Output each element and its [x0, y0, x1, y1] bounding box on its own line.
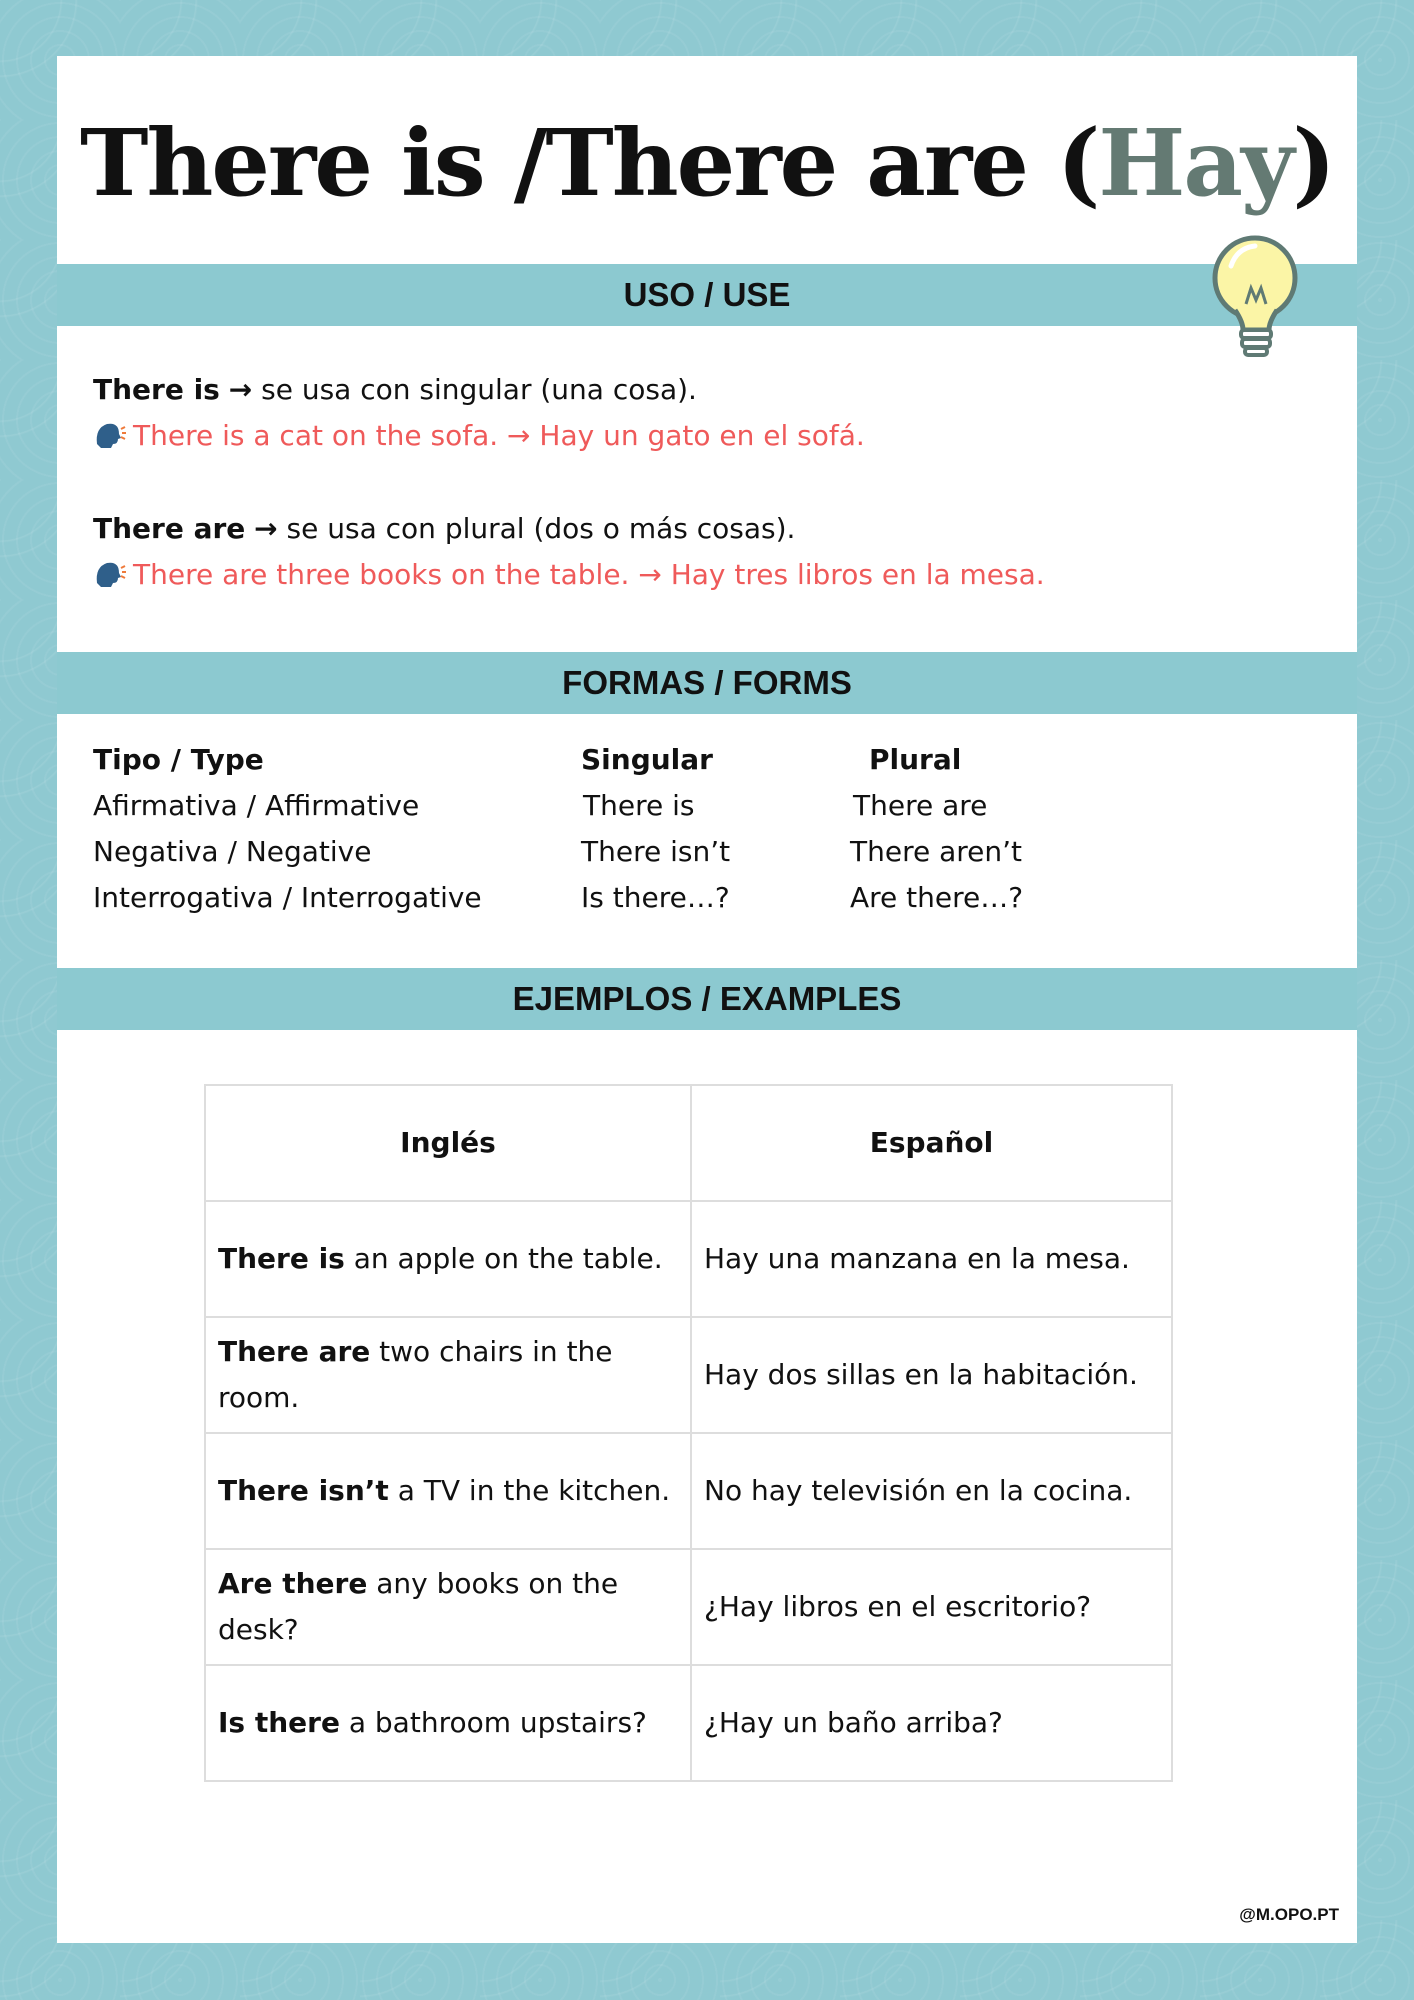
forms-row-type: Interrogativa / Interrogative: [93, 881, 482, 914]
english-rest: two chairs in the room.: [218, 1335, 613, 1414]
formas-header: FORMAS / FORMS: [57, 652, 1357, 714]
table-row: [205, 1665, 1172, 1781]
page-title: [57, 108, 1357, 218]
spanish-cell: ¿Hay un baño arriba?: [691, 1665, 1172, 1781]
uso-plural-example: There are three books on the table. → Hay tres libros en la mesa.: [133, 558, 1045, 591]
english-cell: [205, 1317, 691, 1433]
english-bold: Is there: [218, 1706, 340, 1739]
forms-row-type: Afirmativa / Affirmative: [93, 789, 420, 822]
uso-plural-arrow: →: [254, 512, 278, 545]
spanish-cell: No hay televisión en la cocina.: [691, 1433, 1172, 1549]
table-row: [205, 1201, 1172, 1317]
english-rest: any books on the desk?: [218, 1567, 619, 1646]
english-rest: an apple on the table.: [344, 1242, 663, 1275]
forms-col-plural: Plural: [869, 743, 962, 776]
spanish-cell: Hay una manzana en la mesa.: [691, 1201, 1172, 1317]
credit-handle: @M.OPO.PT: [1239, 1905, 1339, 1924]
uso-header: USO / USE: [57, 264, 1357, 326]
uso-plural-line: [93, 509, 795, 549]
table-row: [205, 1433, 1172, 1549]
forms-row-singular: There isn’t: [581, 835, 731, 868]
speaking-head-icon: [93, 559, 127, 589]
col-header-espanol: Español: [691, 1085, 1172, 1201]
forms-row-type: Negativa / Negative: [93, 835, 372, 868]
forms-row-plural: There aren’t: [850, 835, 1023, 868]
uso-plural-term: There are: [93, 512, 246, 545]
english-bold: There are: [218, 1335, 371, 1368]
uso-singular-example-line: [93, 416, 865, 456]
english-rest: a bathroom upstairs?: [339, 1706, 647, 1739]
uso-singular-term: There is: [93, 373, 220, 406]
forms-row-plural: There are: [853, 789, 988, 822]
uso-singular-arrow: →: [228, 373, 253, 406]
uso-singular-example: There is a cat on the sofa. → Hay un gato en el sofá.: [133, 419, 865, 452]
forms-row-singular: Is there…?: [581, 881, 730, 914]
forms-col-type: Tipo / Type: [93, 743, 264, 776]
title-hay: Hay: [1098, 109, 1293, 217]
col-header-ingles: Inglés: [205, 1085, 691, 1201]
uso-singular-text: se usa con singular (una cosa).: [252, 373, 697, 406]
english-rest: a TV in the kitchen.: [388, 1474, 671, 1507]
title-close: ): [1292, 109, 1334, 217]
examples-table: [204, 1084, 1173, 1782]
spanish-cell: ¿Hay libros en el escritorio?: [691, 1549, 1172, 1665]
table-row: [205, 1317, 1172, 1433]
english-bold: There isn’t: [218, 1474, 389, 1507]
table-row: [205, 1549, 1172, 1665]
forms-col-singular: Singular: [581, 743, 713, 776]
poster-card: [57, 56, 1357, 1943]
speaking-head-icon: [93, 420, 127, 450]
english-bold: There is: [218, 1242, 345, 1275]
english-bold: Are there: [218, 1567, 368, 1600]
lightbulb-icon: [1203, 226, 1323, 366]
title-main: There is /There are (: [80, 109, 1099, 217]
uso-plural-example-line: [93, 555, 1045, 595]
spanish-cell: Hay dos sillas en la habitación.: [691, 1317, 1172, 1433]
english-cell: [205, 1433, 691, 1549]
forms-row-singular: There is: [583, 789, 695, 822]
uso-plural-text: se usa con plural (dos o más cosas).: [277, 512, 796, 545]
table-header-row: [205, 1085, 1172, 1201]
uso-singular-line: [93, 370, 697, 410]
ejemplos-header: EJEMPLOS / EXAMPLES: [57, 968, 1357, 1030]
forms-row-plural: Are there…?: [850, 881, 1024, 914]
english-cell: [205, 1665, 691, 1781]
english-cell: [205, 1201, 691, 1317]
english-cell: [205, 1549, 691, 1665]
